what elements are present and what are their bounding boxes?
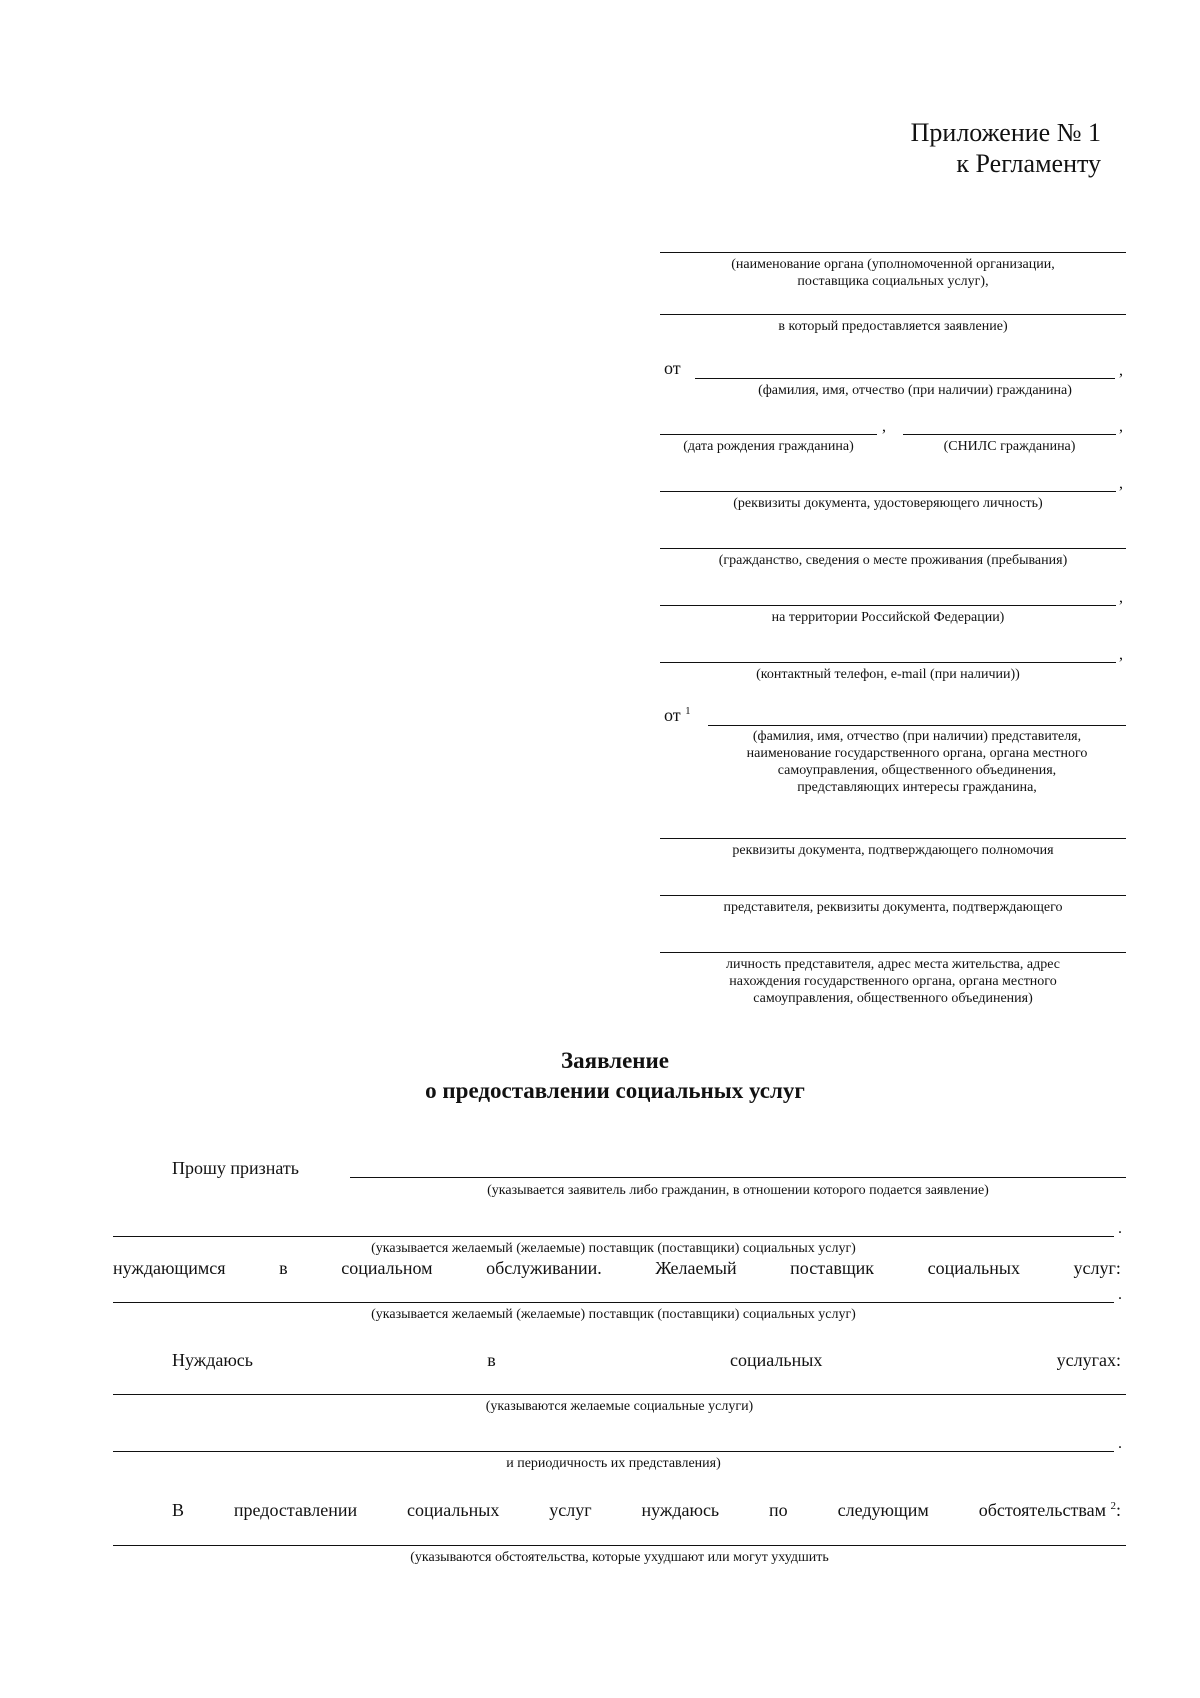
birthdate-field-line[interactable] (660, 434, 877, 435)
comma: , (1119, 362, 1123, 379)
appendix-header (911, 117, 1101, 179)
services-caption: (указываются желаемые социальные услуги) (485, 1399, 754, 1414)
periodicity-caption: и периодичность их представления) (506, 1456, 721, 1471)
representative-field-line[interactable] (708, 725, 1126, 726)
territory-field-line[interactable] (660, 605, 1116, 606)
rep-doc-caption-3: личность представителя, адрес места жительства, адрес нахождения государственного органа, органа местного самоуправления, общественного объединения) (725, 957, 1060, 1006)
footnote-marker: 1 (685, 705, 691, 717)
citizenship-field-line[interactable] (660, 548, 1126, 549)
provider-field-line[interactable] (113, 1236, 1114, 1237)
birthdate-caption: (дата рождения гражданина) (683, 439, 854, 454)
circumstances-caption: (указываются обстоятельства, которые ухудшают или могут ухудшить (410, 1550, 829, 1565)
snils-caption: (СНИЛС гражданина) (943, 439, 1076, 454)
periodicity-field-line[interactable] (113, 1451, 1114, 1452)
footnote-marker: 2 (1110, 1500, 1116, 1512)
contact-field-line[interactable] (660, 662, 1116, 663)
organ-caption-2: в который предоставляется заявление) (778, 319, 1008, 334)
id-doc-caption: (реквизиты документа, удостоверяющего личность) (733, 496, 1043, 511)
provider-caption: (указывается желаемый (желаемые) поставщик (поставщики) социальных услуг) (371, 1241, 856, 1256)
citizenship-caption: (гражданство, сведения о месте проживания (пребывания) (718, 553, 1068, 568)
comma: , (1119, 418, 1123, 435)
circumstances-field-line[interactable] (113, 1545, 1126, 1546)
territory-caption: на территории Российской Федерации) (771, 610, 1005, 625)
services-field-line[interactable] (113, 1394, 1126, 1395)
representative-caption: (фамилия, имя, отчество (при наличии) представителя, наименование государственного органа, органа местного самоуправления, общественного объединения, представляющих интересы гражданина, (746, 729, 1088, 795)
rep-doc-caption: реквизиты документа, подтверждающего полномочия (732, 843, 1054, 858)
title-line-1: Заявление (560, 1048, 670, 1073)
fio-field-line[interactable] (695, 378, 1115, 379)
applicant-caption: (указывается заявитель либо гражданин, в отношении которого подается заявление) (487, 1183, 989, 1198)
comma: , (882, 418, 886, 435)
rep-doc-caption-2: представителя, реквизиты документа, подтверждающего (723, 900, 1063, 915)
comma: , (1119, 475, 1123, 492)
comma: , (1119, 646, 1123, 663)
organ-caption: (наименование органа (уполномоченной организации, поставщика социальных услуг), (731, 257, 1055, 289)
appendix-number: Приложение № 1 (910, 118, 1101, 147)
document-title (0, 1046, 1200, 1106)
rep-doc-field-line-2[interactable] (660, 895, 1126, 896)
request-label: Прошу признать (172, 1158, 299, 1178)
provider-field-line-2[interactable] (113, 1302, 1114, 1303)
rep-doc-field-line[interactable] (660, 838, 1126, 839)
comma: , (1119, 589, 1123, 606)
circumstances-sentence: В предоставлении социальных услуг нуждаюсь по следующим обстоятельствам $^2$: (172, 1500, 1121, 1520)
from-representative-label: от $^1$ (664, 705, 691, 725)
contact-caption: (контактный телефон, e-mail (при наличии)) (756, 667, 1020, 682)
period: . (1118, 1286, 1122, 1303)
appendix-reference: к Регламенту (956, 149, 1101, 178)
from-label: от (664, 358, 681, 378)
period: . (1118, 1435, 1122, 1452)
id-doc-field-line[interactable] (660, 491, 1116, 492)
provider-caption-2: (указывается желаемый (желаемые) поставщик (поставщики) социальных услуг) (371, 1307, 856, 1322)
period: . (1118, 1220, 1122, 1237)
rep-doc-field-line-3[interactable] (660, 952, 1126, 953)
applicant-field-line[interactable] (350, 1177, 1126, 1178)
need-sentence: Нуждаюсь в социальных услугах: (172, 1350, 1121, 1370)
fio-caption: (фамилия, имя, отчество (при наличии) гражданина) (758, 383, 1072, 398)
title-line-2: о предоставлении социальных услуг (425, 1078, 805, 1103)
organ-field-line-2[interactable] (660, 314, 1126, 315)
snils-field-line[interactable] (903, 434, 1116, 435)
needy-sentence: нуждающимся в социальном обслуживании. Желаемый поставщик социальных услуг: (113, 1258, 1121, 1278)
organ-field-line[interactable] (660, 252, 1126, 253)
